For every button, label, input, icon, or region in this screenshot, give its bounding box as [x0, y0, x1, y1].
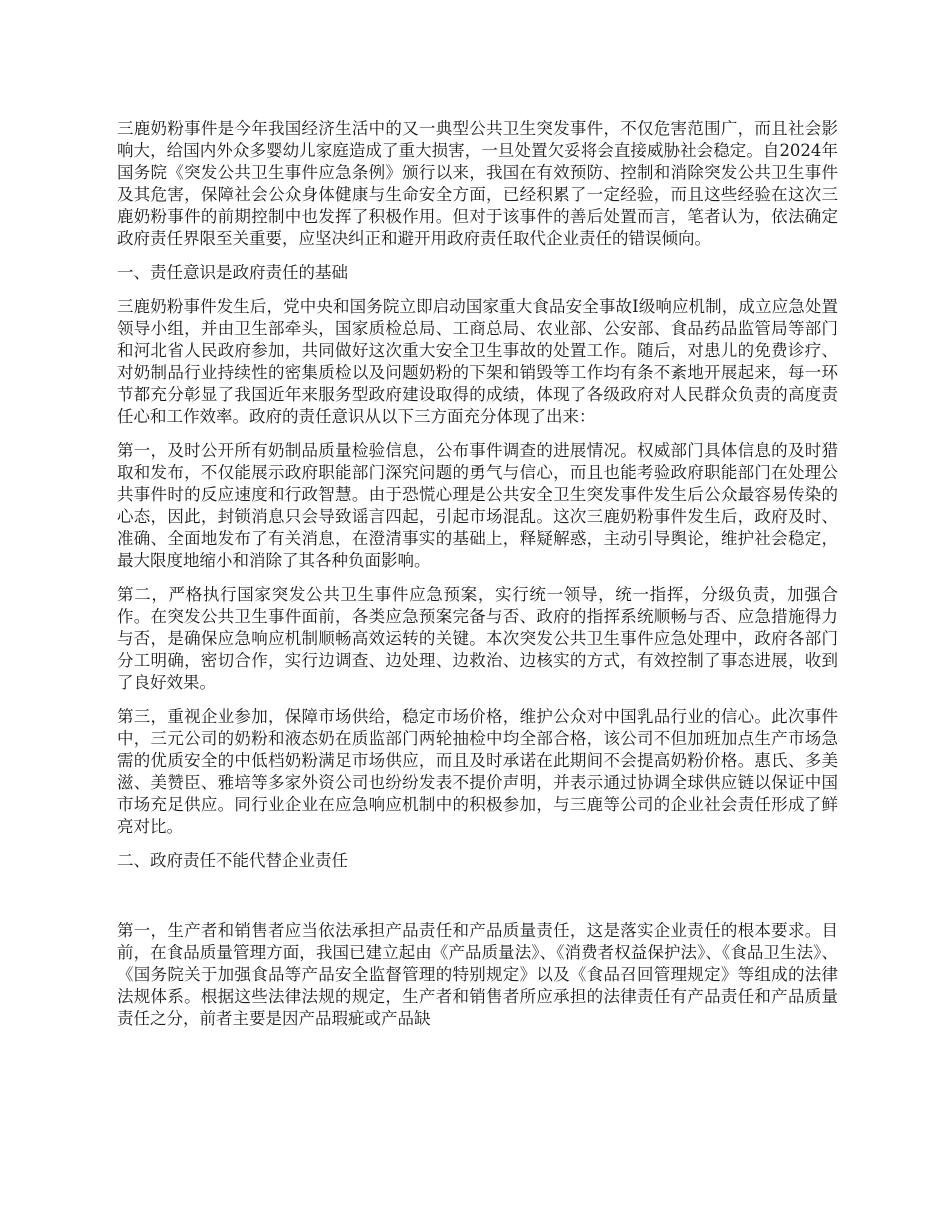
section-1-paragraph: 三鹿奶粉事件发生后，党中央和国务院立即启动国家重大食品安全事故Ⅰ级响应机制，成立应急处置领导小组，并由卫生部牵头，国家质检总局、工商总局、农业部、公安部、食品药品监管局等部门和河北省人民政府参加，共同做好这次重大安全卫生事故的处置工作。随后，对患儿的免费诊疗、对奶制品行业持续性的密集质检以及问题奶粉的下架和销毁等工作均有条不紊地开展起来，每一环节都充分彰显了我国近年来服务型政府建设取得的成绩，体现了各级政府对人民群众负责的高度责任心和工作效率。政府的责任意识从以下三方面充分体现了出来：: [117, 297, 838, 426]
intro-paragraph: 三鹿奶粉事件是今年我国经济生活中的又一典型公共卫生突发事件，不仅危害范围广，而且社会影响大，给国内外众多婴幼儿家庭造成了重大损害，一旦处置欠妥将会直接威胁社会稳定。自2024年国务院《突发公共卫生事件应急条例》颁行以来，我国在有效预防、控制和消除突发公共卫生事件及其危害，保障社会公众身体健康与生命安全方面，已经积累了一定经验，而且这些经验在这次三鹿奶粉事件的前期控制中也发挥了积极作用。但对于该事件的善后处置而言，笔者认为，依法确定政府责任界限至关重要，应坚决纠正和避开用政府责任取代企业责任的错误倾向。: [117, 119, 838, 248]
point-3-paragraph: 第三，重视企业参加，保障市场供给，稳定市场价格，维护公众对中国乳品行业的信心。此次事件中，三元公司的奶粉和液态奶在质监部门两轮抽检中均全部合格，该公司不但加班加点生产市场急需的优质安全的中低档奶粉满足市场供应，而且及时承诺在此期间不会提高奶粉价格。惠氏、多美滋、美赞臣、雅培等多家外资公司也纷纷发表不提价声明，并表示通过协调全球供应链以保证中国市场充足供应。同行业企业在应急响应机制中的积极参加，与三鹿等公司的企业社会责任形成了鲜亮对比。: [117, 707, 838, 836]
point-2-paragraph: 第二，严格执行国家突发公共卫生事件应急预案，实行统一领导，统一指挥，分级负责，加强合作。在突发公共卫生事件面前，各类应急预案完备与否、政府的指挥系统顺畅与否、应急措施得力与否，是确保应急响应机制顺畅高效运转的关键。本次突发公共卫生事件应急处理中，政府各部门分工明确，密切合作，实行边调查、边处理、边救治、边核实的方式，有效控制了事态进展，收到了良好效果。: [117, 585, 838, 692]
section-heading-1: 一、责任意识是政府责任的基础: [117, 263, 348, 282]
section-2-paragraph: 第一，生产者和销售者应当依法承担产品责任和产品质量责任，这是落实企业责任的根本要求。目前，在食品质量管理方面，我国已建立起由《产品质量法》、《消费者权益保护法》、《食品卫生法》、《国务院关于加强食品等产品安全监督管理的特别规定》以及《食品召回管理规定》等组成的法律法规体系。根据这些法律法规的规定，生产者和销售者所应承担的法律责任有产品责任和产品质量责任之分，前者主要是因产品瑕疵或产品缺: [117, 921, 838, 1028]
document-body: [117, 118, 838, 1042]
point-1-paragraph: 第一，及时公开所有奶制品质量检验信息，公布事件调查的进展情况。权威部门具体信息的及时猎取和发布，不仅能展示政府职能部门深究问题的勇气与信心，而且也能考验政府职能部门在处理公共事件时的反应速度和行政智慧。由于恐慌心理是公共安全卫生突发事件发生后公众最容易传染的心态，因此，封锁消息只会导致谣言四起，引起市场混乱。这次三鹿奶粉事件发生后，政府及时、准确、全面地发布了有关消息，在澄清事实的基础上，释疑解惑，主动引导舆论，维护社会稳定，最大限度地缩小和消除了其各种负面影响。: [117, 441, 838, 570]
section-heading-2: 二、政府责任不能代替企业责任: [117, 851, 348, 870]
